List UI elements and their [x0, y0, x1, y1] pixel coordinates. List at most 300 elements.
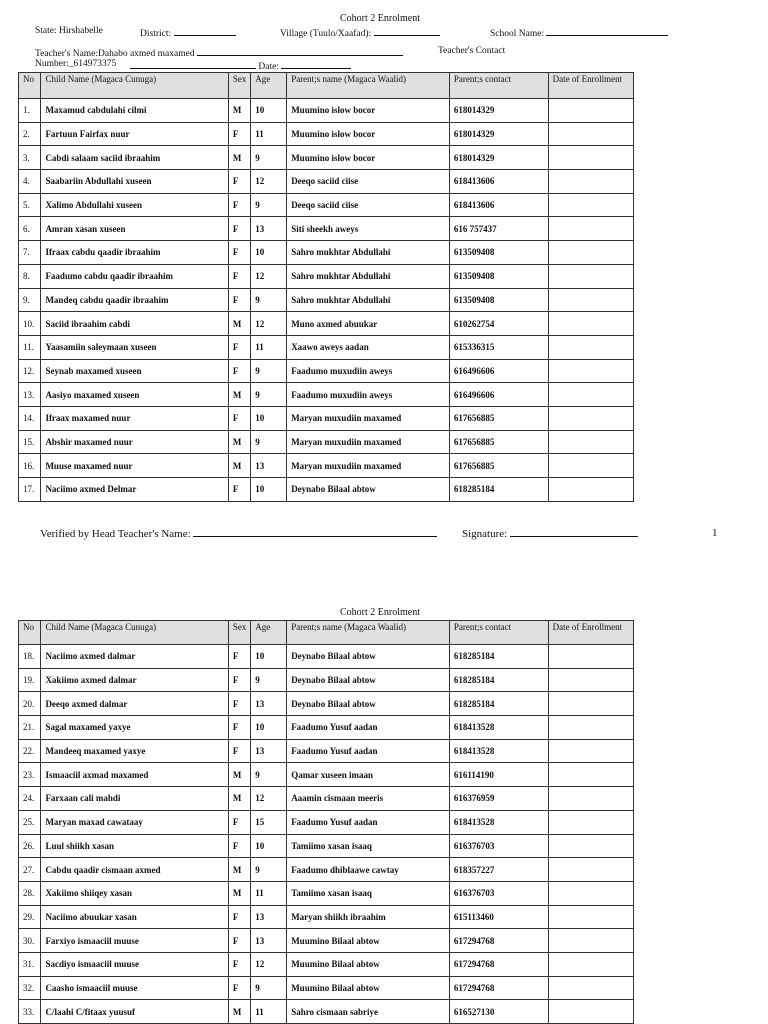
age-cell: 9: [251, 976, 287, 1000]
row-number-cell: 14.: [19, 406, 41, 430]
sex-cell: F: [228, 668, 250, 692]
parent-contact-cell: 618413528: [449, 739, 548, 763]
child-name-cell: Farxiyo ismaaciil muuse: [41, 929, 228, 953]
parent-contact-cell: 613509408: [449, 288, 548, 312]
school-label: School Name:: [490, 29, 545, 39]
col-header-parent-contact: Parent;s contact: [449, 621, 548, 645]
row-number-cell: 23.: [19, 763, 41, 787]
row-number-cell: 32.: [19, 976, 41, 1000]
teacher-contact-label: Teacher's Contact: [438, 46, 506, 56]
date-label: Date:: [258, 62, 279, 72]
row-number-cell: 27.: [19, 858, 41, 882]
age-cell: 12: [251, 952, 287, 976]
age-cell: 12: [251, 170, 287, 194]
sex-cell: F: [228, 170, 250, 194]
table-row: [19, 1000, 634, 1024]
date-of-enrollment-cell[interactable]: [548, 430, 633, 454]
parent-name-cell: Faadumo Yusuf aadan: [287, 739, 450, 763]
table-row: [19, 359, 634, 383]
sex-cell: F: [228, 217, 250, 241]
child-name-cell: Naciimo axmed Delmar: [41, 478, 228, 502]
col-header-no: No: [19, 621, 41, 645]
table-row: [19, 430, 634, 454]
parent-contact-cell: 618285184: [449, 692, 548, 716]
parent-contact-cell: 613509408: [449, 264, 548, 288]
parent-name-cell: Deynabo Bilaal abtow: [287, 668, 450, 692]
table-row: [19, 383, 634, 407]
teacher-number: Number:_614973375: [35, 59, 117, 69]
age-cell: 13: [251, 217, 287, 241]
child-name-cell: Cabdi salaam saciid ibraahim: [41, 146, 228, 170]
date-of-enrollment-cell[interactable]: [548, 763, 633, 787]
parent-name-cell: Sahro mukhtar Abdullahi: [287, 288, 450, 312]
parent-name-cell: Sahro mukhtar Abdullahi: [287, 241, 450, 265]
child-name-cell: Saciid ibraahim cabdi: [41, 312, 228, 336]
row-number-cell: 33.: [19, 1000, 41, 1024]
table-row: [19, 170, 634, 194]
sex-cell: F: [228, 716, 250, 740]
parent-contact-cell: 618413528: [449, 810, 548, 834]
parent-name-cell: Deynabo Bilaal abtow: [287, 692, 450, 716]
row-number-cell: 5.: [19, 193, 41, 217]
date-field[interactable]: [130, 59, 351, 72]
child-name-cell: Xakiimo shiiqey xasan: [41, 881, 228, 905]
parent-name-cell: Tamiimo xasan isaaq: [287, 881, 450, 905]
sex-cell: F: [228, 692, 250, 716]
table-header-row: [19, 621, 634, 645]
age-cell: 9: [251, 359, 287, 383]
date-of-enrollment-cell[interactable]: [548, 193, 633, 217]
row-number-cell: 7.: [19, 241, 41, 265]
parent-name-cell: Xaawo aweys aadan: [287, 335, 450, 359]
table-row: [19, 406, 634, 430]
date-blank[interactable]: [281, 59, 351, 69]
sex-cell: M: [228, 1000, 250, 1024]
sex-cell: M: [228, 763, 250, 787]
parent-name-cell: Faadumo dhiblaawe cawtay: [287, 858, 450, 882]
date-of-enrollment-cell[interactable]: [548, 406, 633, 430]
table-row: [19, 478, 634, 502]
sex-cell: F: [228, 478, 250, 502]
table-row: [19, 739, 634, 763]
age-cell: 12: [251, 264, 287, 288]
sex-cell: F: [228, 241, 250, 265]
row-number-cell: 30.: [19, 929, 41, 953]
table-row: [19, 692, 634, 716]
parent-name-cell: Muumino islow bocor: [287, 99, 450, 123]
parent-name-cell: Faadumo Yusuf aadan: [287, 810, 450, 834]
date-of-enrollment-cell[interactable]: [548, 99, 633, 123]
parent-name-cell: Tamiimo xasan isaaq: [287, 834, 450, 858]
table-row: [19, 99, 634, 123]
district-label: District:: [140, 29, 172, 39]
parent-name-cell: Faadumo muxudiin aweys: [287, 383, 450, 407]
col-header-sex: Sex: [228, 621, 250, 645]
signature-field[interactable]: [462, 527, 638, 540]
age-cell: 10: [251, 834, 287, 858]
child-name-cell: Seynab maxamed xuseen: [41, 359, 228, 383]
date-of-enrollment-cell[interactable]: [548, 264, 633, 288]
parent-contact-cell: 616527130: [449, 1000, 548, 1024]
table-row: [19, 810, 634, 834]
parent-name-cell: Muumino Bilaal abtow: [287, 929, 450, 953]
district-blank[interactable]: [174, 26, 236, 36]
child-name-cell: Muuse maxamed nuur: [41, 454, 228, 478]
date-of-enrollment-cell[interactable]: [548, 454, 633, 478]
child-name-cell: Aasiyo maxamed xuseen: [41, 383, 228, 407]
table-row: [19, 454, 634, 478]
child-name-cell: C/laahi C/fitaax yuusuf: [41, 1000, 228, 1024]
sex-cell: M: [228, 383, 250, 407]
date-of-enrollment-cell[interactable]: [548, 976, 633, 1000]
date-of-enrollment-cell[interactable]: [548, 170, 633, 194]
row-number-cell: 11.: [19, 335, 41, 359]
table-row: [19, 858, 634, 882]
parent-contact-cell: 618014329: [449, 122, 548, 146]
age-cell: 13: [251, 905, 287, 929]
age-cell: 11: [251, 1000, 287, 1024]
age-cell: 13: [251, 739, 287, 763]
sex-cell: M: [228, 312, 250, 336]
child-name-cell: Mandeeq maxamed yaxye: [41, 739, 228, 763]
date-of-enrollment-cell[interactable]: [548, 146, 633, 170]
parent-name-cell: Deeqo saciid ciise: [287, 193, 450, 217]
child-name-cell: Sacdiyo ismaaciil muuse: [41, 952, 228, 976]
sex-cell: F: [228, 359, 250, 383]
parent-name-cell: Deynabo Bilaal abtow: [287, 645, 450, 669]
age-cell: 11: [251, 881, 287, 905]
row-number-cell: 20.: [19, 692, 41, 716]
row-number-cell: 12.: [19, 359, 41, 383]
date-of-enrollment-cell[interactable]: [548, 716, 633, 740]
date-of-enrollment-cell[interactable]: [548, 929, 633, 953]
parent-contact-cell: 618014329: [449, 146, 548, 170]
row-number-cell: 9.: [19, 288, 41, 312]
verified-label: Verified by Head Teacher's Name:: [40, 528, 191, 540]
table-row: [19, 929, 634, 953]
parent-contact-cell: 618014329: [449, 99, 548, 123]
sex-cell: F: [228, 645, 250, 669]
row-number-cell: 10.: [19, 312, 41, 336]
age-cell: 12: [251, 787, 287, 811]
age-cell: 11: [251, 122, 287, 146]
col-header-parent-name: Parent;s name (Magaca Waalid): [287, 621, 450, 645]
row-number-cell: 28.: [19, 881, 41, 905]
age-cell: 10: [251, 478, 287, 502]
date-of-enrollment-cell[interactable]: [548, 383, 633, 407]
sex-cell: M: [228, 881, 250, 905]
table-row: [19, 645, 634, 669]
parent-name-cell: Siti sheekh aweys: [287, 217, 450, 241]
table-row: [19, 264, 634, 288]
col-header-parent-name: Parent;s name (Magaca Waalid): [287, 73, 450, 99]
age-cell: 13: [251, 929, 287, 953]
parent-contact-cell: 617656885: [449, 430, 548, 454]
date-of-enrollment-cell[interactable]: [548, 241, 633, 265]
table-header-row: [19, 73, 634, 99]
date-of-enrollment-cell[interactable]: [548, 739, 633, 763]
table-row: [19, 976, 634, 1000]
age-cell: 9: [251, 146, 287, 170]
verified-by-field[interactable]: [40, 527, 437, 540]
child-name-cell: Ismaaciil axmad maxamed: [41, 763, 228, 787]
parent-name-cell: Faadumo Yusuf aadan: [287, 716, 450, 740]
sex-cell: F: [228, 952, 250, 976]
parent-contact-cell: 616376703: [449, 834, 548, 858]
parent-name-cell: Sahro mukhtar Abdullahi: [287, 264, 450, 288]
child-name-cell: Naciimo abuukar xasan: [41, 905, 228, 929]
age-cell: 13: [251, 692, 287, 716]
date-of-enrollment-cell[interactable]: [548, 810, 633, 834]
parent-name-cell: Sahro cismaan sabriye: [287, 1000, 450, 1024]
date-of-enrollment-cell[interactable]: [548, 359, 633, 383]
sex-cell: F: [228, 288, 250, 312]
parent-contact-cell: 613509408: [449, 241, 548, 265]
col-header-child-name: Child Name (Magaca Cunuga): [41, 621, 228, 645]
sex-cell: F: [228, 834, 250, 858]
table-row: [19, 905, 634, 929]
row-number-cell: 2.: [19, 122, 41, 146]
parent-name-cell: Deeqo saciid ciise: [287, 170, 450, 194]
parent-name-cell: Maryan muxudiin maxamed: [287, 454, 450, 478]
child-name-cell: Fartuun Fairfax nuur: [41, 122, 228, 146]
child-name-cell: Amran xasan xuseen: [41, 217, 228, 241]
child-name-cell: Naciimo axmed dalmar: [41, 645, 228, 669]
col-header-date-enrollment: Date of Enrollment: [548, 73, 633, 99]
date-of-enrollment-cell[interactable]: [548, 952, 633, 976]
parent-contact-cell: 615336315: [449, 335, 548, 359]
row-number-cell: 16.: [19, 454, 41, 478]
col-header-age: Age: [251, 73, 287, 99]
table-row: [19, 881, 634, 905]
age-cell: 9: [251, 430, 287, 454]
row-number-cell: 18.: [19, 645, 41, 669]
parent-name-cell: Deynabo Bilaal abtow: [287, 478, 450, 502]
col-header-child-name: Child Name (Magaca Cunuga): [41, 73, 228, 99]
table-row: [19, 146, 634, 170]
col-header-date-enrollment: Date of Enrollment: [548, 621, 633, 645]
parent-name-cell: Muumino Bilaal abtow: [287, 976, 450, 1000]
row-number-cell: 29.: [19, 905, 41, 929]
child-name-cell: Saabariin Abdullahi xuseen: [41, 170, 228, 194]
parent-contact-cell: 617294768: [449, 929, 548, 953]
table-row: [19, 787, 634, 811]
row-number-cell: 3.: [19, 146, 41, 170]
date-of-enrollment-cell[interactable]: [548, 1000, 633, 1024]
age-cell: 10: [251, 241, 287, 265]
parent-contact-cell: 618285184: [449, 668, 548, 692]
child-name-cell: Xakiimo axmed dalmar: [41, 668, 228, 692]
date-of-enrollment-cell[interactable]: [548, 668, 633, 692]
table-row: [19, 193, 634, 217]
parent-contact-cell: 610262754: [449, 312, 548, 336]
child-name-cell: Deeqo axmed dalmar: [41, 692, 228, 716]
sex-cell: F: [228, 739, 250, 763]
age-cell: 9: [251, 858, 287, 882]
sex-cell: M: [228, 430, 250, 454]
page2-title: Cohort 2 Enrolment: [340, 607, 420, 618]
teacher-name-label: Teacher's Name:Dahabo axmed maxamed: [35, 49, 195, 59]
parent-name-cell: Maryan muxudiin maxamed: [287, 430, 450, 454]
verified-blank[interactable]: [193, 527, 437, 537]
row-number-cell: 1.: [19, 99, 41, 123]
age-cell: 13: [251, 454, 287, 478]
table-row: [19, 122, 634, 146]
child-name-cell: Caasho ismaaciil muuse: [41, 976, 228, 1000]
date-of-enrollment-cell[interactable]: [548, 217, 633, 241]
sex-cell: F: [228, 193, 250, 217]
parent-contact-cell: 616376959: [449, 787, 548, 811]
row-number-cell: 25.: [19, 810, 41, 834]
table-row: [19, 763, 634, 787]
sex-cell: M: [228, 858, 250, 882]
age-cell: 9: [251, 763, 287, 787]
table-row: [19, 834, 634, 858]
parent-name-cell: Muno axmed abuukar: [287, 312, 450, 336]
date-of-enrollment-cell[interactable]: [548, 645, 633, 669]
signature-blank[interactable]: [510, 527, 638, 537]
enrolment-table-page1: [18, 72, 634, 502]
row-number-cell: 15.: [19, 430, 41, 454]
sex-cell: F: [228, 905, 250, 929]
child-name-cell: Cabdu qaadir cismaan axmed: [41, 858, 228, 882]
date-of-enrollment-cell[interactable]: [548, 122, 633, 146]
row-number-cell: 21.: [19, 716, 41, 740]
sex-cell: M: [228, 454, 250, 478]
parent-contact-cell: 617294768: [449, 976, 548, 1000]
date-of-enrollment-cell[interactable]: [548, 335, 633, 359]
parent-contact-cell: 618413606: [449, 193, 548, 217]
date-of-enrollment-cell[interactable]: [548, 288, 633, 312]
sex-cell: F: [228, 929, 250, 953]
signature-label: Signature:: [462, 528, 508, 540]
parent-contact-cell: 616 757437: [449, 217, 548, 241]
sex-cell: M: [228, 146, 250, 170]
date-of-enrollment-cell[interactable]: [548, 858, 633, 882]
age-cell: 15: [251, 810, 287, 834]
district-field[interactable]: [140, 26, 236, 39]
child-name-cell: Maxamud cabdulahi cilmi: [41, 99, 228, 123]
age-cell: 10: [251, 645, 287, 669]
age-cell: 11: [251, 335, 287, 359]
parent-name-cell: Maryan muxudiin maxamed: [287, 406, 450, 430]
date-of-enrollment-cell[interactable]: [548, 881, 633, 905]
date-of-enrollment-cell[interactable]: [548, 787, 633, 811]
row-number-cell: 13.: [19, 383, 41, 407]
parent-contact-cell: 616496606: [449, 383, 548, 407]
school-blank[interactable]: [546, 26, 668, 36]
age-cell: 9: [251, 383, 287, 407]
parent-contact-cell: 616376703: [449, 881, 548, 905]
village-label: Village (Tuulo/Xaafad):: [280, 29, 372, 39]
table-row: [19, 217, 634, 241]
age-cell: 9: [251, 668, 287, 692]
child-name-cell: Mandeq cabdu qaadir ibraahim: [41, 288, 228, 312]
sex-cell: F: [228, 810, 250, 834]
parent-contact-cell: 616114190: [449, 763, 548, 787]
village-field[interactable]: [280, 26, 440, 39]
parent-contact-cell: 616496606: [449, 359, 548, 383]
age-cell: 10: [251, 406, 287, 430]
row-number-cell: 4.: [19, 170, 41, 194]
date-of-enrollment-cell[interactable]: [548, 905, 633, 929]
parent-name-cell: Maryan shiikh ibraahim: [287, 905, 450, 929]
parent-name-cell: Muumino Bilaal abtow: [287, 952, 450, 976]
parent-contact-cell: 618413606: [449, 170, 548, 194]
school-field[interactable]: [490, 26, 668, 39]
child-name-cell: Faadumo cabdu qaadir ibraahim: [41, 264, 228, 288]
parent-contact-cell: 617294768: [449, 952, 548, 976]
parent-name-cell: Qamar xuseen imaan: [287, 763, 450, 787]
page-number: 1: [712, 527, 718, 539]
table-row: [19, 241, 634, 265]
child-name-cell: Sagal maxamed yaxye: [41, 716, 228, 740]
village-blank[interactable]: [374, 26, 440, 36]
row-number-cell: 8.: [19, 264, 41, 288]
age-cell: 10: [251, 99, 287, 123]
row-number-cell: 22.: [19, 739, 41, 763]
sex-cell: F: [228, 976, 250, 1000]
child-name-cell: Farxaan cali mahdi: [41, 787, 228, 811]
child-name-cell: Yaasamiin saleymaan xuseen: [41, 335, 228, 359]
parent-contact-cell: 618413528: [449, 716, 548, 740]
child-name-cell: Ifraax cabdu qaadir ibraahim: [41, 241, 228, 265]
parent-name-cell: Muumino islow bocor: [287, 122, 450, 146]
state-label: State: Hirshabelle: [35, 26, 103, 36]
table-row: [19, 335, 634, 359]
sex-cell: F: [228, 335, 250, 359]
table-row: [19, 288, 634, 312]
row-number-cell: 31.: [19, 952, 41, 976]
parent-contact-cell: 617656885: [449, 454, 548, 478]
date-of-enrollment-cell[interactable]: [548, 312, 633, 336]
parent-contact-cell: 617656885: [449, 406, 548, 430]
teacher-name-field[interactable]: [35, 46, 403, 59]
parent-name-cell: Muumino islow bocor: [287, 146, 450, 170]
sex-cell: F: [228, 406, 250, 430]
sex-cell: M: [228, 787, 250, 811]
age-cell: 12: [251, 312, 287, 336]
age-cell: 10: [251, 716, 287, 740]
sex-cell: F: [228, 122, 250, 146]
col-header-no: No: [19, 73, 41, 99]
age-cell: 9: [251, 193, 287, 217]
child-name-cell: Xalimo Abdullahi xuseen: [41, 193, 228, 217]
table-row: [19, 312, 634, 336]
age-cell: 9: [251, 288, 287, 312]
sex-cell: F: [228, 264, 250, 288]
row-number-cell: 26.: [19, 834, 41, 858]
number-blank[interactable]: [130, 59, 256, 69]
parent-name-cell: Faadumo muxudiin aweys: [287, 359, 450, 383]
parent-contact-cell: 618285184: [449, 478, 548, 502]
col-header-parent-contact: Parent;s contact: [449, 73, 548, 99]
child-name-cell: Abshir maxamed nuur: [41, 430, 228, 454]
date-of-enrollment-cell[interactable]: [548, 692, 633, 716]
date-of-enrollment-cell[interactable]: [548, 478, 633, 502]
table-row: [19, 668, 634, 692]
teacher-name-blank[interactable]: [197, 46, 403, 56]
parent-contact-cell: 618357227: [449, 858, 548, 882]
date-of-enrollment-cell[interactable]: [548, 834, 633, 858]
child-name-cell: Ifraax maxamed nuur: [41, 406, 228, 430]
parent-contact-cell: 618285184: [449, 645, 548, 669]
sex-cell: M: [228, 99, 250, 123]
table-row: [19, 716, 634, 740]
row-number-cell: 24.: [19, 787, 41, 811]
child-name-cell: Luul shiikh xasan: [41, 834, 228, 858]
child-name-cell: Maryan maxad cawataay: [41, 810, 228, 834]
